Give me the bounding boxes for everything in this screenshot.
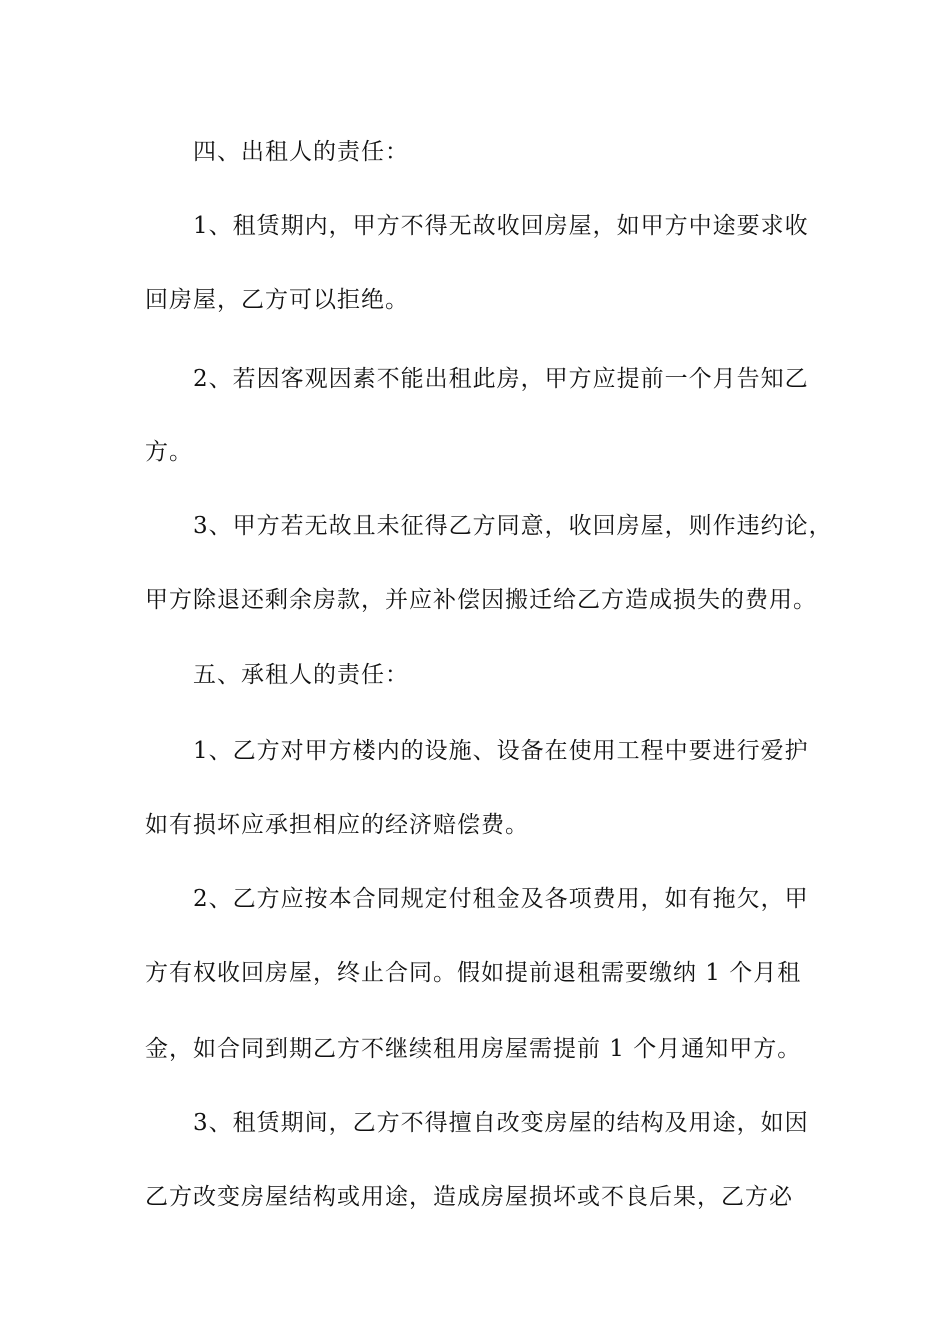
paragraph-line: 甲方除退还剩余房款，并应补偿因搬迁给乙方造成损失的费用。 [145,587,817,613]
paragraph-line: 3、甲方若无故且未征得乙方同意，收回房屋，则作违约论， [193,513,833,539]
paragraph-line: 2、若因客观因素不能出租此房，甲方应提前一个月告知乙 [193,366,809,392]
paragraph-line: 方有权收回房屋，终止合同。假如提前退租需要缴纳 1 个月租 [145,960,802,986]
paragraph-line: 1、租赁期内，甲方不得无故收回房屋，如甲方中途要求收 [193,213,809,239]
paragraph-line: 方。 [145,439,193,465]
paragraph-line: 1、乙方对甲方楼内的设施、设备在使用工程中要进行爱护 [193,738,809,764]
section-heading-lessor-duties: 四、出租人的责任： [193,139,409,165]
paragraph-line: 金，如合同到期乙方不继续租用房屋需提前 1 个月通知甲方。 [145,1036,802,1062]
paragraph-line: 乙方改变房屋结构或用途，造成房屋损坏或不良后果，乙方必 [145,1184,793,1210]
paragraph-line: 2、乙方应按本合同规定付租金及各项费用，如有拖欠，甲 [193,886,809,912]
paragraph-line: 如有损坏应承担相应的经济赔偿费。 [145,812,529,838]
paragraph-line: 3、租赁期间，乙方不得擅自改变房屋的结构及用途，如因 [193,1110,809,1136]
paragraph-line: 回房屋，乙方可以拒绝。 [145,287,409,313]
section-heading-lessee-duties: 五、承租人的责任： [193,662,409,688]
